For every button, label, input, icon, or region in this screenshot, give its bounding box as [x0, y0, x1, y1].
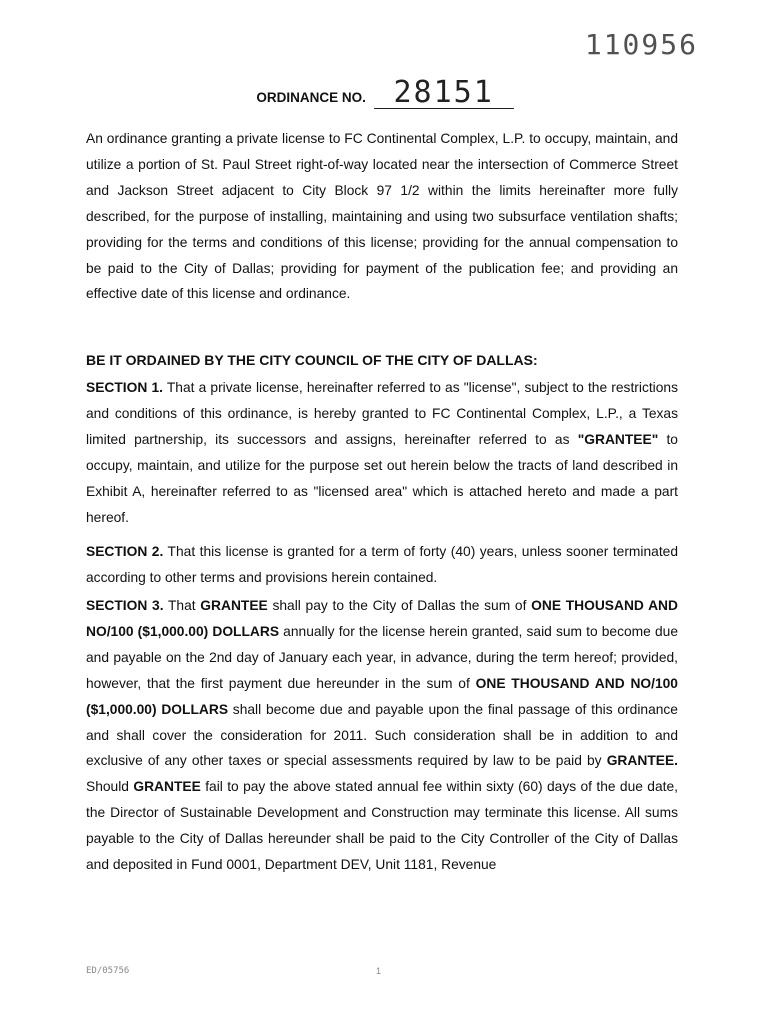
section-2-label: SECTION 2.	[86, 544, 164, 559]
section-2-text: That this license is granted for a term of forty (40) years, unless sooner terminated according to other terms and provisions herein contained.	[86, 544, 678, 585]
section-3-grantee-2: GRANTEE.	[606, 753, 678, 769]
document-stamp-number: 110956	[584, 28, 698, 61]
section-1-text-b: to occupy, maintain, and utilize for the purpose set out herein below the tracts of land described in Exhibit A, hereinafter referred to as "licensed area" which is attached hereto and made a part hereof.	[86, 431, 678, 525]
section-3-text-a: That	[167, 598, 196, 613]
section-3-text-e: Should	[86, 779, 129, 795]
section-3-paragraph	[86, 593, 678, 878]
section-3-text-d: shall become due and payable upon the final passage of this ordinance and shall cover the consideration for 2011. Such consideration shall be in addition to and exclusive of any other taxes or special assessments required by law to be paid by	[86, 701, 678, 769]
section-3-amount-1: ONE THOUSAND AND NO/100 ($1,000.00) DOLLARS	[86, 598, 678, 639]
section-1-paragraph	[86, 375, 678, 530]
section-3-text-f: fail to pay the above stated annual fee within sixty (60) days of the due date, the Director of Sustainable Development and Construction may terminate this license. All sums payable to the City of Dallas hereunder shall be paid to the City Controller of the City of Dallas and deposited in Fund 0001, Department DEV, Unit 1181, Revenue	[86, 779, 678, 873]
ordained-heading: BE IT ORDAINED BY THE CITY COUNCIL OF THE CITY OF DALLAS:	[86, 352, 538, 368]
section-1-grantee: "GRANTEE"	[577, 431, 659, 447]
footer-page-number: 1	[376, 966, 382, 976]
section-3-text-c: annually for the license herein granted, said sum to become due and payable on the 2nd day of January each year, in advance, during the term hereof; provided, however, that the first payment due hereunder in the sum of	[86, 623, 678, 691]
section-1-label: SECTION 1.	[86, 380, 163, 395]
section-3-text-b: shall pay to the City of Dallas the sum of	[272, 598, 527, 613]
section-2-paragraph	[86, 539, 678, 591]
ordinance-number: 28151	[374, 78, 514, 109]
section-3-grantee-1: GRANTEE	[200, 598, 268, 613]
ordinance-number-line	[0, 75, 770, 110]
section-3-amount-2: ONE THOUSAND AND NO/100 ($1,000.00) DOLLARS	[86, 675, 678, 717]
ordinance-label: ORDINANCE NO.	[256, 90, 366, 105]
section-3-label: SECTION 3.	[86, 598, 164, 613]
footer-document-code: ED/05756	[86, 966, 130, 976]
intro-paragraph: An ordinance granting a private license to FC Continental Complex, L.P. to occupy, maintain, and utilize a portion of St. Paul Street right-of-way located near the intersection of Commerce Street and Jackson Street adjacent to City Block 97 1/2 within the limits hereinafter more fully described, for the purpose of installing, maintaining and using two subsurface ventilation shafts; providing for the terms and conditions of this license; providing for the annual compensation to be paid to the City of Dallas; providing for payment of the publication fee; and providing an effective date of this license and ordinance.	[86, 131, 678, 302]
section-3-grantee-3: GRANTEE	[133, 779, 201, 795]
section-1-text-a: That a private license, hereinafter referred to as "license", subject to the restrictions and conditions of this ordinance, is hereby granted to FC Continental Complex, L.P., a Texas limited partnership, its successors and assigns, hereinafter referred to as	[86, 380, 678, 447]
